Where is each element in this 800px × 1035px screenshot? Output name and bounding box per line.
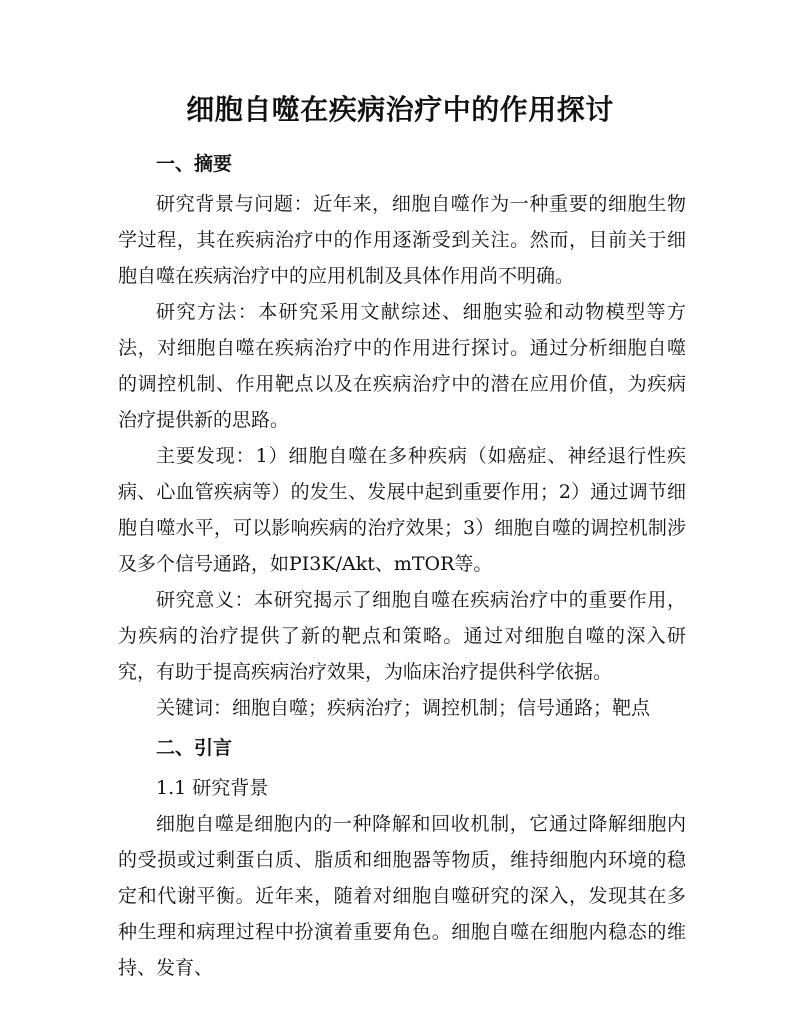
section-heading-abstract: 一、摘要: [156, 153, 233, 175]
keywords-line: 关键词：细胞自噬；疾病治疗；调控机制；信号通路；靶点: [156, 697, 651, 719]
intro-paragraph: 细胞自噬是细胞内的一种降解和回收机制，它通过降解细胞内的受损或过剩蛋白质、脂质和细胞器等物质，维持细胞内环境的稳定和代谢平衡。近年来，随着对细胞自噬研究的深入，发现其在多种生理和病理过程中扮演着重要角色。细胞自噬在细胞内稳态的维持、发育、: [118, 813, 686, 979]
abstract-significance-paragraph: 研究意义：本研究揭示了细胞自噬在疾病治疗中的重要作用，为疾病的治疗提供了新的靶点和策略。通过对细胞自噬的深入研究，有助于提高疾病治疗效果，为临床治疗提供科学依据。: [118, 589, 686, 683]
abstract-background-paragraph: 研究背景与问题：近年来，细胞自噬作为一种重要的细胞生物学过程，其在疾病治疗中的作用逐渐受到关注。然而，目前关于细胞自噬在疾病治疗中的应用机制及具体作用尚不明确。: [118, 193, 686, 287]
abstract-methods-paragraph: 研究方法：本研究采用文献综述、细胞实验和动物模型等方法，对细胞自噬在疾病治疗中的作用进行探讨。通过分析细胞自噬的调控机制、作用靶点以及在疾病治疗中的潜在应用价值，为疾病治疗提供新的思路。: [118, 301, 686, 431]
subsection-heading-background: 1.1 研究背景: [156, 777, 269, 799]
abstract-findings-paragraph: 主要发现：1）细胞自噬在多种疾病（如癌症、神经退行性疾病、心血管疾病等）的发生、发展中起到重要作用；2）通过调节细胞自噬水平，可以影响疾病的治疗效果；3）细胞自噬的调控机制涉及多个信号通路，如PI3K/Akt、mTOR等。: [118, 445, 686, 575]
document-title: 细胞自噬在疾病治疗中的作用探讨: [186, 93, 614, 126]
section-heading-introduction: 二、引言: [156, 737, 233, 759]
document-body: [118, 148, 686, 986]
